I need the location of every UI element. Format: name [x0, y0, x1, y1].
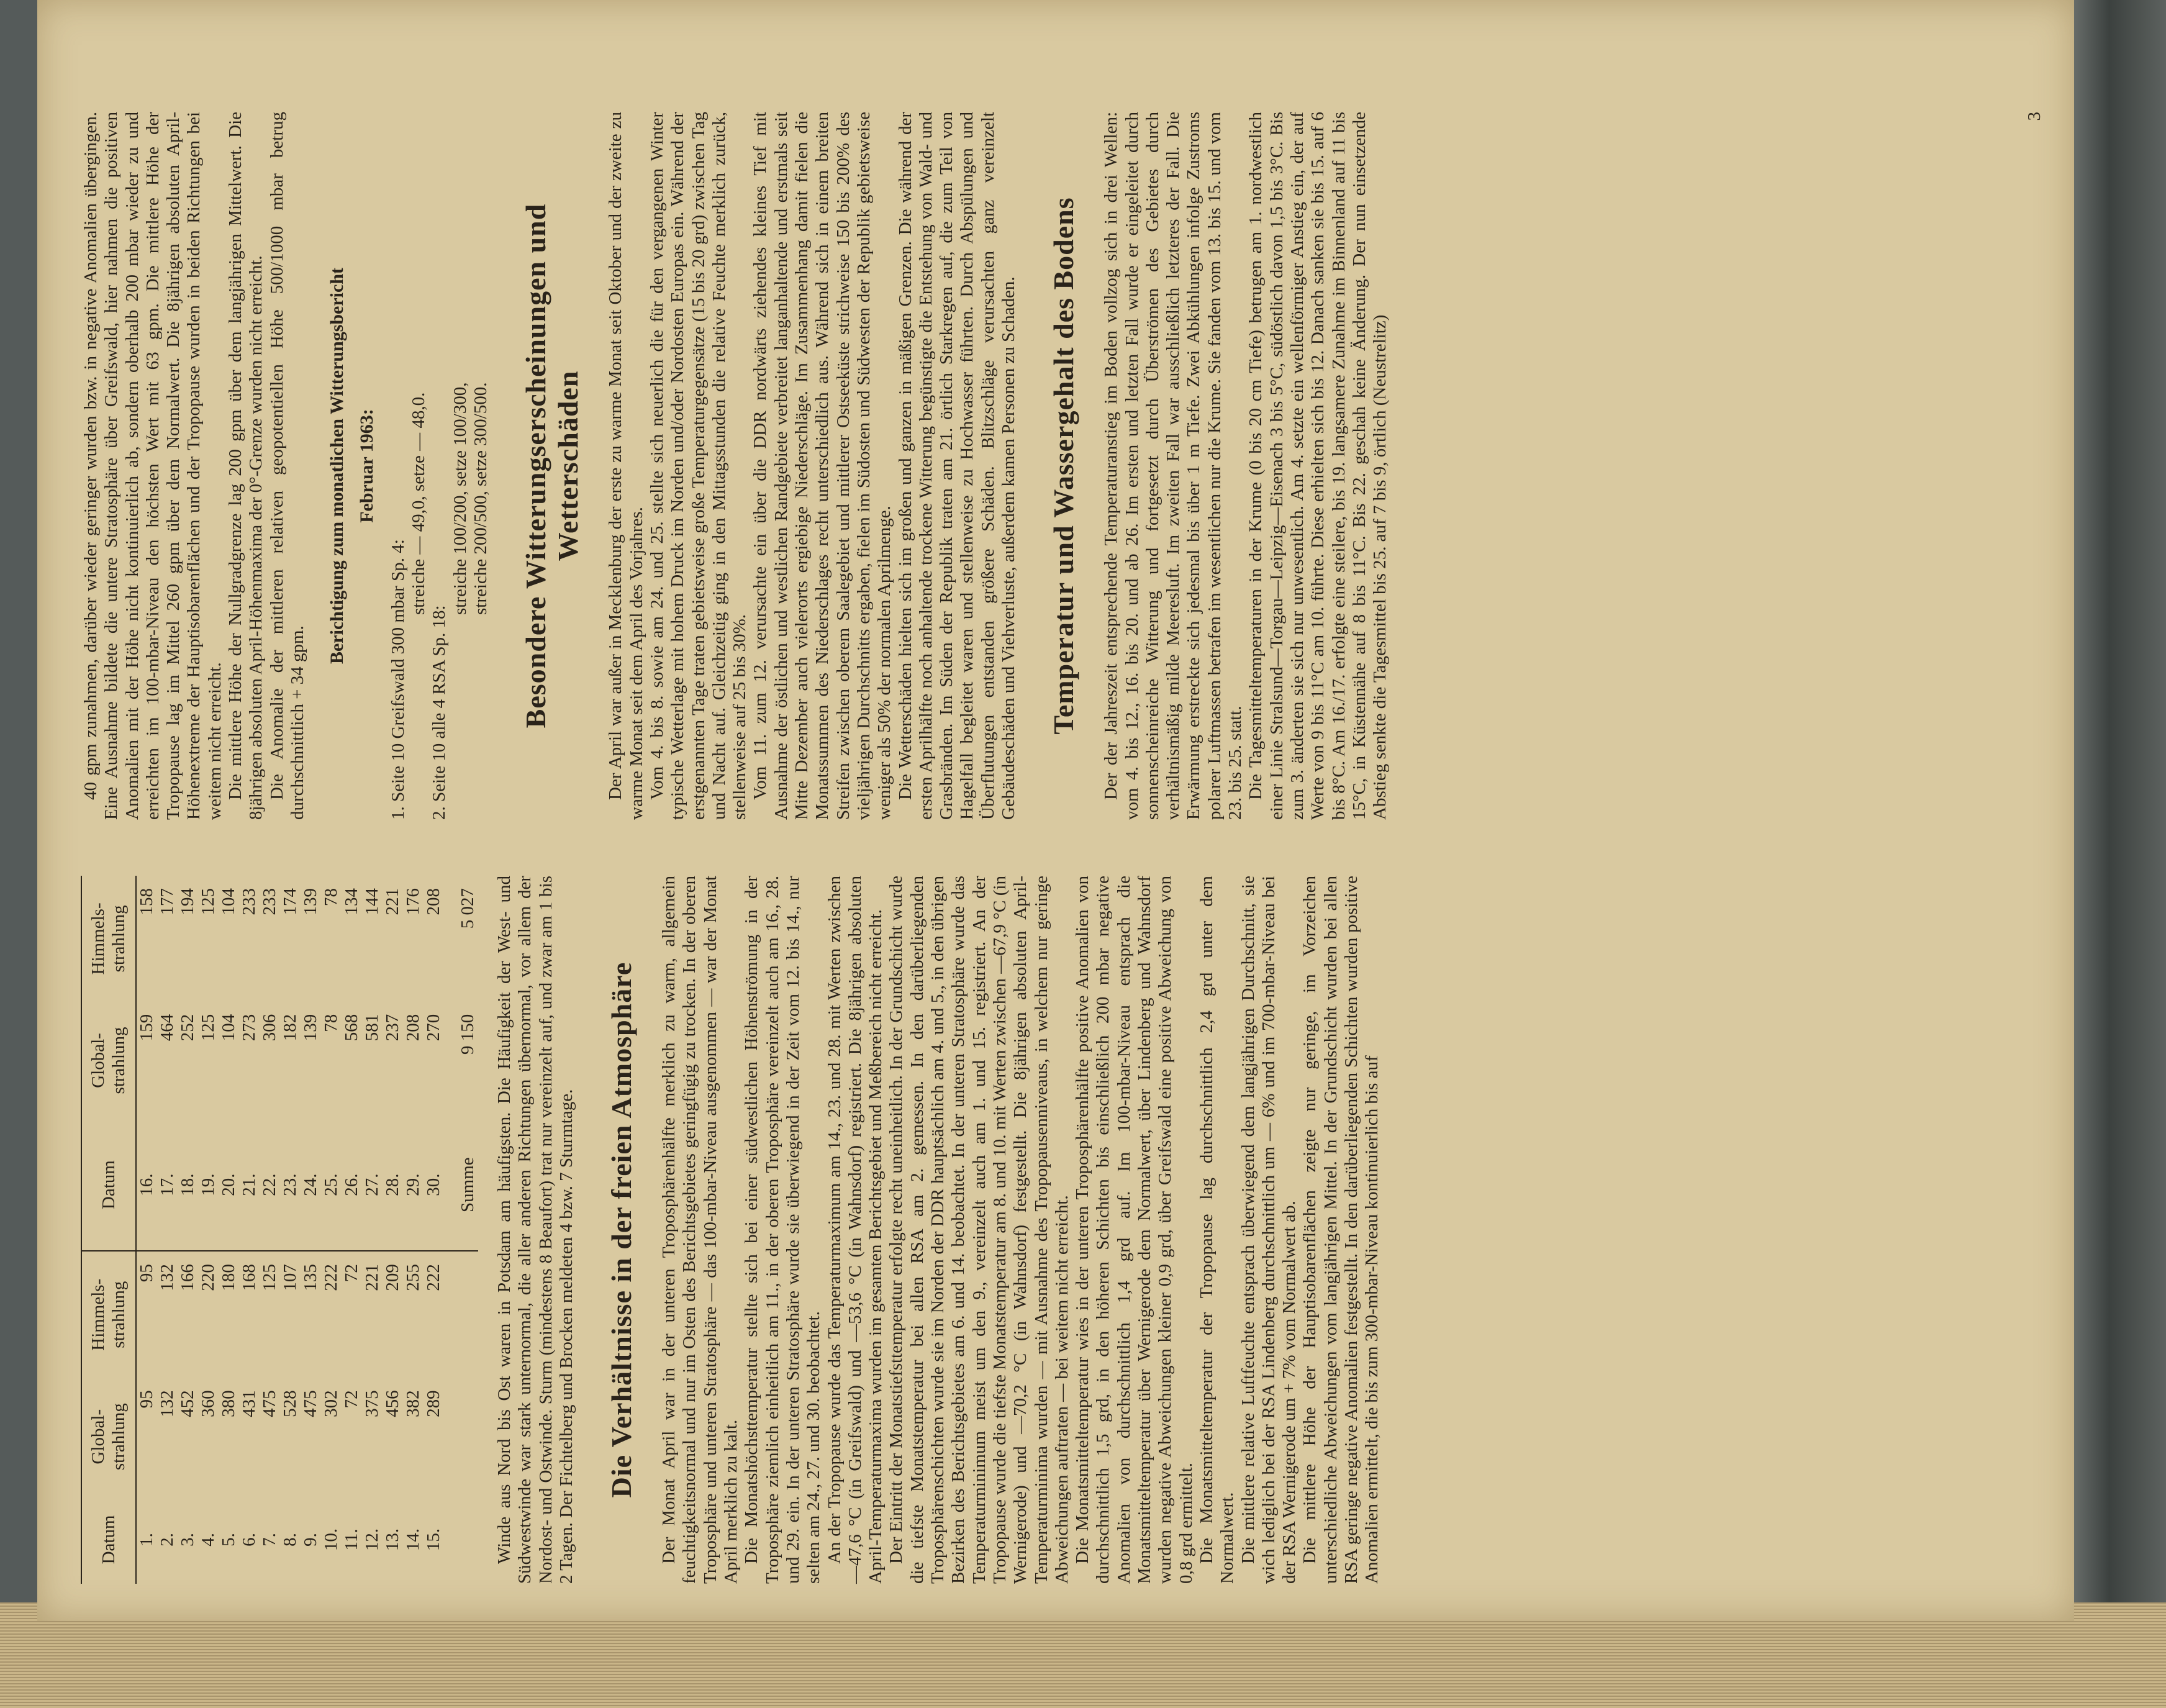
table-cell: 237: [383, 1014, 402, 1042]
col-header-himmel-2: Himmels- strahlung: [81, 876, 136, 1002]
table-cell: 26.: [342, 1119, 362, 1251]
table-cell: 2.: [157, 1533, 177, 1547]
table-cell: 5.: [219, 1533, 238, 1547]
table-cell: 19.: [198, 1119, 219, 1251]
correction-2-detail-a: streiche 100/200, setze 100/300,: [450, 382, 470, 615]
table-cell: 233: [260, 888, 279, 915]
col-header-himmel: Himmels- strahlung: [81, 1251, 136, 1378]
table-cell: 9.: [301, 1533, 320, 1547]
table-cell: 431: [239, 1390, 259, 1417]
table-cell: [444, 1496, 478, 1584]
soil-paragraphs: [1101, 112, 1390, 820]
section-heading-soil: Temperatur und Wassergehalt des Bodens: [1048, 197, 1080, 735]
table-cell: 104: [219, 1014, 238, 1042]
table-row: [157, 876, 178, 1584]
table-cell: 159: [137, 1014, 156, 1042]
wind-paragraph: Winde aus Nord bis Ost waren in Potsdam am häufigsten. Die Häufigkeit der West- und Südwestwinde war stark unternormal, die aller anderen Richtungen übernormal, vor allem der Nordost- und Ostwinde. Sturm (mindestens 8 Beaufort) trat nur vereinzelt auf, und zwar am 1 bis 2 Tagen. Der Fichtelberg und Brocken meldeten 4 bzw. 7 Sturmtage.: [494, 876, 576, 1584]
table-cell: 1.: [137, 1533, 156, 1547]
correction-1-detail: streiche — 49,0, setze — 48,0.: [409, 392, 429, 615]
table-cell: 306: [260, 1014, 279, 1042]
table-cell: 208: [424, 888, 443, 915]
paragraph: Der Monat April war in der unteren Troposphärenhälfte merklich zu warm, allgemein feuchtigkeitsnormal und nur im Osten des Berichtsgebietes geringfügig zu trocken. In der oberen Troposphäre und unteren Stratosphäre — das 100-mbar-Niveau ausgenommen — war der Monat April merklich zu kalt.: [659, 876, 741, 1584]
book-spine: [2072, 0, 2166, 1708]
paragraph: An der Tropopause wurde das Temperaturmaximum am 14., 23. und 28. mit Werten zwischen —47,6 °C (in Greifswald) und —53,6 °C (in Wahnsdorf) registriert. Die 8jährigen absoluten April-Temperaturmaxima wurden im gesamten Berichtsgebiet und Meßbereich nicht erreicht.: [824, 876, 886, 1584]
paragraph: Die Tagesmitteltemperaturen in der Krume (0 bis 20 cm Tiefe) betrugen am 1. nordwestlich einer Linie Stralsund—Torgau—Leipzig—Eisenach 3 bis 5°C, südöstlich davon 1,5 bis 3°C. Bis zum 3. änderten sie sich nur unwesentlich. Am 4. setzte ein wellenförmiger Anstieg ein, der auf Werte von 9 bis 11°C am 10. führte. Diese erhielten sich bis 12. Danach sanken sie bis 15. auf 6 bis 8°C. Am 16./17. erfolgte eine steilere, bis 19. langsamere Zunahme im Binnenland auf 11 bis 15°C, in Küstennähe auf 8 bis 11°C. Bis 22. geschah keine Änderung. Der nun einsetzende Abstieg senkte die Tagesmittel bis 25. auf 7 bis 9, örtlich (Neustrelitz): [1246, 112, 1390, 820]
table-row: [362, 876, 383, 1584]
paragraph: Der der Jahreszeit entsprechende Temperaturanstieg im Boden vollzog sich in drei Wellen: vom 4. bis 12., 16. bis 20. und ab 26. Im ersten und letzten Fall wurde er eingeleitet durch sonnenscheinreiche Witterung und fortgesetzt durch Überströmen des Gebietes durch verhältnismäßig milde Meeresluft. Im zweiten Fall war ausschließlich letzteres der Fall. Die Erwärmung erstreckte sich jedesmal bis über 1 m Tiefe. Zwei Abkühlungen infolge Zustroms polarer Luftmassen betrafen im wesentlichen nur die Krume. Sie fanden vom 13. bis 15. und vom 23. bis 25. statt.: [1101, 112, 1246, 820]
table-cell: 382: [403, 1390, 423, 1417]
table-row: [383, 876, 403, 1584]
right-column: [81, 112, 2049, 820]
table-row: [219, 876, 239, 1584]
table-cell: 7.: [260, 1533, 279, 1547]
table-cell: 209: [383, 1264, 402, 1291]
table-cell: 11.: [342, 1529, 361, 1551]
table-cell: 182: [280, 1014, 300, 1042]
table-cell: 132: [157, 1264, 177, 1291]
table-cell: 464: [157, 1014, 177, 1042]
table-row: [301, 876, 321, 1584]
table-cell: 135: [301, 1264, 320, 1291]
col-header-global-2: Global- strahlung: [81, 1002, 136, 1120]
table-row: [424, 876, 444, 1584]
table-cell: 456: [383, 1390, 402, 1417]
table-cell: 302: [321, 1390, 341, 1417]
table-cell: 72: [342, 1264, 361, 1283]
table-cell: 273: [239, 1014, 259, 1042]
continued-paragraphs: [81, 112, 308, 820]
table-cell: 139: [301, 1014, 320, 1042]
table-row: [260, 876, 280, 1584]
table-cell: 180: [219, 1264, 238, 1291]
table-cell: 5 027: [458, 888, 478, 929]
col-header-datum-2: Datum: [81, 1119, 136, 1251]
table-cell: 134: [342, 888, 361, 915]
table-cell: 581: [362, 1014, 382, 1042]
table-cell: 72: [342, 1390, 361, 1409]
radiation-table: [81, 876, 478, 1584]
table-cell: 23.: [280, 1119, 301, 1251]
table-header-row: [81, 876, 136, 1584]
table-cell: 177: [157, 888, 177, 915]
table-cell: [444, 1251, 478, 1378]
table-cell: 78: [321, 888, 341, 906]
paragraph: Die Monatsmitteltemperatur wies in der unteren Troposphärenhälfte positive Anomalien von durchschnittlich 1,5 grd, in den höheren Schichten bis einschließlich 200 mbar negative Anomalien von durchschnittlich 1,4 grd auf. Im 100-mbar-Niveau entsprach die Monatsmitteltemperatur über Wernigerode dem Normalwert, über Lindenberg und Wahnsdorf wurden negative Abweichungen kleiner 0,9 grd, über Greifswald eine positive Abweichung von 0,8 grd ermittelt.: [1072, 876, 1196, 1584]
table-cell: 375: [362, 1390, 382, 1417]
table-cell: 78: [321, 1014, 341, 1032]
table-cell: 174: [280, 888, 300, 915]
page-number: 3: [2024, 112, 2044, 121]
table-cell: 24.: [301, 1119, 321, 1251]
paragraph: Vom 4. bis 8. sowie am 24. und 25. stellte sich neuerlich die für den vergangenen Winter typische Wetterlage mit hohem Druck im Norden und/oder Nordosten Europas ein. Während der erstgenannten Tage traten gebietsweise große Temperaturgegensätze (15 bis 20 grd) zwischen Tag und Nacht auf. Gleichzeitig ging in den Mittagsstunden die relative Feuchte merklich zurück, stellenweise auf 25 bis 30%.: [646, 112, 750, 820]
table-cell: 380: [219, 1390, 238, 1417]
table-cell: 95: [137, 1264, 156, 1283]
table-cell: 221: [383, 888, 402, 915]
table-cell: 208: [403, 1014, 423, 1042]
table-cell: 22.: [260, 1119, 280, 1251]
paragraph: Der April war außer in Mecklenburg der erste zu warme Monat seit Oktober und der zweite zu warme Monat seit dem April des Vorjahres.: [605, 112, 646, 820]
table-cell: 233: [239, 888, 259, 915]
table-cell: 194: [178, 888, 197, 915]
paragraph: Die Anomalie der mittleren relativen geopotentiellen Höhe 500/1000 mbar betrug durchschnittlich + 34 gpm.: [266, 112, 307, 820]
table-cell: 144: [362, 888, 382, 915]
section-heading-atmosphere: Die Verhältnisse in der freien Atmosphäre: [605, 961, 638, 1498]
table-cell: 289: [424, 1390, 443, 1417]
table-cell: 14.: [403, 1528, 423, 1551]
table-row: [136, 876, 157, 1584]
table-row: [198, 876, 219, 1584]
table-cell: 13.: [383, 1528, 402, 1551]
table-cell: 528: [280, 1390, 300, 1417]
book-page: [37, 0, 2074, 1621]
table-cell: 475: [260, 1390, 279, 1417]
correction-2-detail-b: streiche 200/500, setze 300/500.: [471, 382, 491, 615]
table-cell: 132: [157, 1390, 177, 1417]
table-cell: 29.: [403, 1119, 424, 1251]
table-cell: 107: [280, 1264, 300, 1291]
table-cell: 28.: [383, 1119, 403, 1251]
table-cell: 176: [403, 888, 423, 915]
paragraph: 40 gpm zunahmen, darüber wieder geringer wurden bzw. in negative Anomalien übergingen. Eine Ausnahme bildete die untere Stratosphäre über Greifswald, hier nahmen die positiven Anomalien mit der Höhe nicht kontinuierlich ab, sondern oberhalb 200 mbar wieder zu und erreichten im 100-mbar-Niveau den höchsten Wert mit 63 gpm. Die mittlere Höhe der Tropopause lag im Mittel 260 gpm über dem Normalwert. Die 8jährigen absoluten April-Höhenextreme der Hauptisobarenflächen und der Tropopause wurden in beiden Richtungen bei weitem nicht erreicht.: [81, 112, 225, 820]
table-cell: 9 150: [458, 1014, 478, 1055]
table-cell: 222: [424, 1264, 443, 1291]
table-cell: 125: [260, 1264, 279, 1291]
table-cell: 30.: [424, 1119, 444, 1251]
table-cell: 8.: [280, 1533, 300, 1547]
paragraph: Die mittlere Höhe der Hauptisobarenflächen zeigte nur geringe, im Vorzeichen unterschiedliche Abweichungen vom langjährigen Mittel. In der Grundschicht wurden bei allen RSA geringe negative Anomalien festgestellt. In den darüberliegenden Schichten wurden positive Anomalien ermittelt, die bis zum 300-mbar-Niveau kontinuierlich bis auf: [1300, 876, 1382, 1584]
paragraph: Der Eintritt der Monatstiefsttemperatur erfolgte recht uneinheitlich. In der Grundschicht wurde die tiefste Monatstemperatur bei allen RSA am 2. gemessen. In den darüberliegenden Troposphärenschichten wurde sie im Norden der DDR hauptsächlich am 4. und 5., in den übrigen Bezirken des Berichtsgebietes am 6. und 14. beobachtet. In der unteren Stratosphäre wurde das Temperaturminimum meist um den 9., vereinzelt auch am 1. und 15. registriert. An der Tropopause wurde die tiefste Monatstemperatur am 8. und 10. mit Werten zwischen —67,9 °C (in Wernigerode) und —70,2 °C (in Wahnsdorf) festgestellt. Die 8jährigen absoluten April-Temperaturminima wurden — mit Ausnahme des Tropopausenniveaus, in welchem nur geringe Abweichungen auftraten — bei weitem nicht erreicht.: [886, 876, 1072, 1584]
correction-list: [388, 112, 491, 820]
paragraph: Die mittlere Höhe der Nullgradgrenze lag 200 gpm über dem langjährigen Mittelwert. Die 8jährigen absoluten April-Höhenmaxima der 0°-Grenze wurden nicht erreicht.: [225, 112, 266, 820]
table-sum-row: [444, 876, 478, 1584]
table-row: [403, 876, 424, 1584]
table-cell: 360: [198, 1390, 218, 1417]
table-row: [342, 876, 362, 1584]
table-cell: 17.: [157, 1119, 178, 1251]
table-cell: 222: [321, 1264, 341, 1291]
table-cell: 452: [178, 1390, 197, 1417]
table-cell: 95: [137, 1390, 156, 1409]
table-cell: 125: [198, 888, 218, 915]
table-cell: 568: [342, 1014, 361, 1042]
table-cell: 10.: [321, 1528, 341, 1551]
table-cell: Summe: [444, 1119, 478, 1251]
table-cell: 16.: [136, 1119, 157, 1251]
paragraph: Die Wetterschäden hielten sich im großen und ganzen in mäßigen Grenzen. Die während der ersten Aprilhälfte noch anhaltende trockene Witterung begünstigte die Entstehung von Wald- und Grasbränden. Im Süden der Republik traten am 21. örtlich Starkregen auf, die zum Teil von Hagelfall begleitet waren und stellenweise zu Hochwasser führten. Durch Abspülungen und Überflutungen entstanden größere Schäden. Blitzschläge verursachten ganz vereinzelt Gebäudeschäden und Viehverluste, außerdem kamen Personen zu Schaden.: [895, 112, 1018, 820]
weather-events-paragraphs: [605, 112, 1019, 820]
table-cell: [444, 1378, 478, 1496]
table-cell: 3.: [178, 1533, 197, 1547]
correction-title: Berichtigung zum monatlichen Witterungsbericht: [327, 267, 348, 665]
table-cell: 21.: [239, 1119, 260, 1251]
table-cell: 221: [362, 1264, 382, 1291]
table-cell: 20.: [219, 1119, 239, 1251]
table-cell: 270: [424, 1014, 443, 1042]
rotated-page-content: [81, 37, 2049, 1584]
correction-1: 1. Seite 10 Greifswald 300 mbar Sp. 4:: [387, 539, 408, 820]
left-column: [81, 876, 2049, 1584]
table-cell: 15.: [424, 1528, 443, 1551]
paragraph: Die Monatshöchsttemperatur stellte sich bei einer südwestlichen Höhenströmung in der Troposphäre ziemlich einheitlich am 11., in der oberen Troposphäre vereinzelt auch am 16., 28. und 29. ein. In der unteren Stratosphäre wurde sie überwiegend in der Zeit vom 12. bis 14., nur selten am 24., 27. und 30. beobachtet.: [741, 876, 824, 1584]
table-row: [239, 876, 260, 1584]
table-cell: 168: [239, 1264, 259, 1291]
table-body: [136, 876, 478, 1584]
table-cell: 104: [219, 888, 238, 915]
paragraph: Vom 11. zum 12. verursachte ein über die DDR nordwärts ziehendes kleines Tief mit Ausnahme der östlichen und westlichen Randgebiete verbreitet langanhaltende und erstmals seit Mitte Dezember auch vielerorts ergiebige Niederschläge. Im Zusammenhang damit fielen die Monatssummen des Niederschlages recht unterschiedlich aus. Während sich in einem breiten Streifen zwischen oberem Saalegebiet und mittlerer Ostseeküste strichweise 150 bis 200% des vieljährigen Durchschnitts ergaben, fielen im Südosten und Südwesten der Republik gebietsweise weniger als 50% der normalen Aprilmenge.: [750, 112, 895, 820]
table-cell: 25.: [321, 1119, 342, 1251]
table-cell: 139: [301, 888, 320, 915]
table-cell: 255: [403, 1264, 423, 1291]
table-row: [321, 876, 342, 1584]
table-row: [280, 876, 301, 1584]
correction-subtitle: Februar 1963:: [356, 409, 377, 523]
section-heading-weather-events: Besondere Witterungserscheinungen und Wetterschäden: [520, 203, 584, 729]
table-cell: 252: [178, 1014, 197, 1042]
paragraph: Die mittlere relative Luftfeuchte entsprach überwiegend dem langjährigen Durchschnitt, sie wich lediglich bei der RSA Lindenberg durchschnittlich um — 6% und im 700-mbar-Niveau bei der RSA Wernigerode um + 7% vom Normalwert ab.: [1238, 876, 1300, 1584]
paragraph: Die Monatsmitteltemperatur der Tropopause lag durchschnittlich 2,4 grd unter dem Normalwert.: [1196, 876, 1238, 1584]
col-header-datum: Datum: [81, 1496, 136, 1584]
table-cell: 27.: [362, 1119, 383, 1251]
table-cell: 18.: [178, 1119, 198, 1251]
table-cell: 125: [198, 1014, 218, 1042]
table-cell: 4.: [198, 1533, 218, 1547]
table-cell: 220: [198, 1264, 218, 1291]
table-cell: 158: [137, 888, 156, 915]
col-header-global: Global- strahlung: [81, 1378, 136, 1496]
table-cell: 475: [301, 1390, 320, 1417]
table-row: [178, 876, 198, 1584]
table-cell: 166: [178, 1264, 197, 1291]
table-cell: 6.: [239, 1533, 259, 1547]
atmosphere-paragraphs: [659, 876, 1382, 1584]
table-cell: 12.: [362, 1528, 382, 1551]
correction-2: 2. Seite 10 alle 4 RSA Sp. 18:: [429, 605, 450, 820]
